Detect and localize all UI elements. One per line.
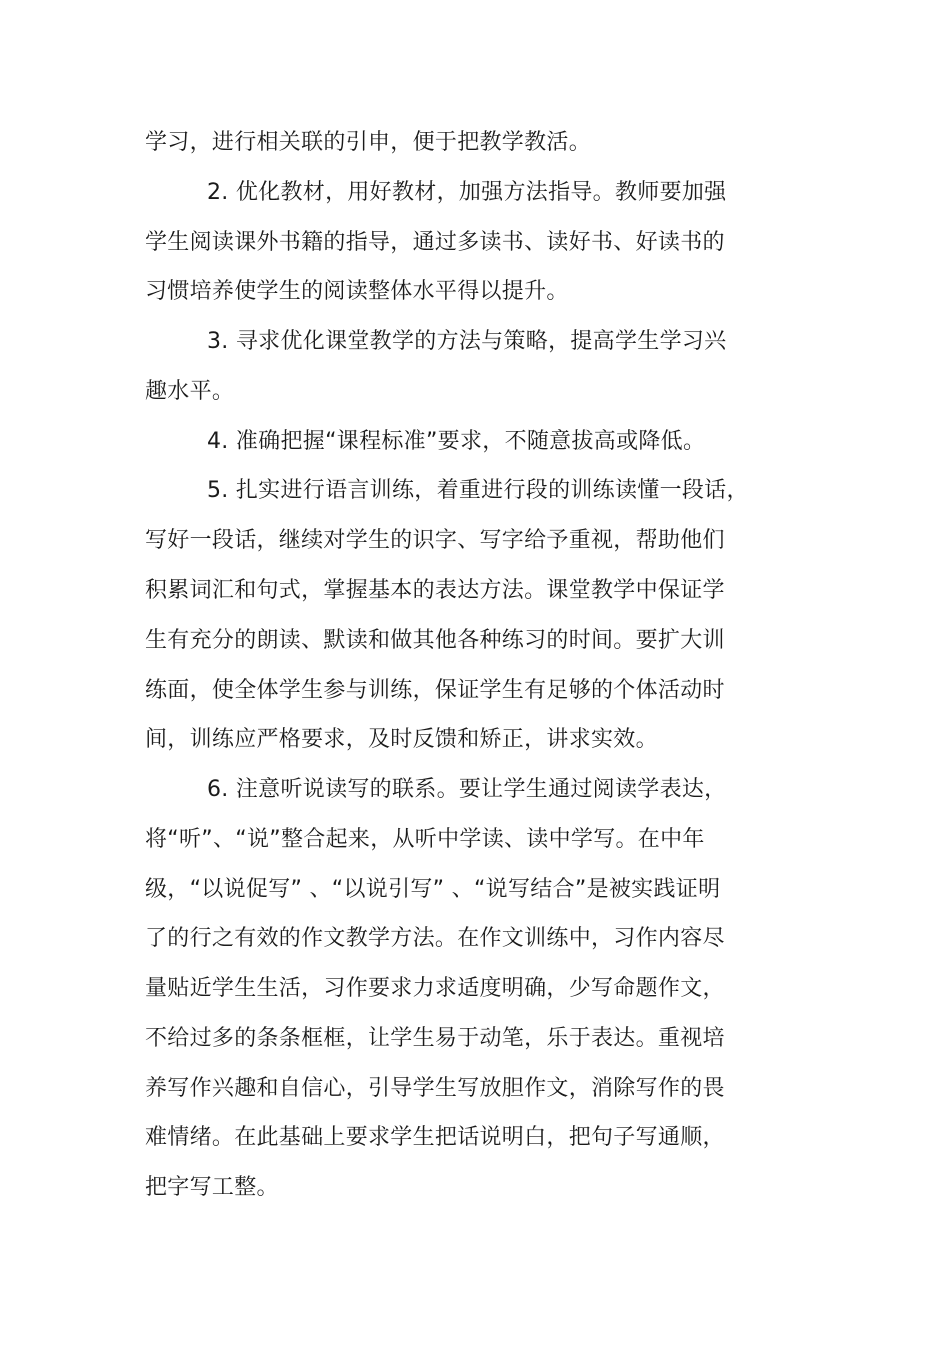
text-line: 积累词汇和句式，掌握基本的表达方法。课堂教学中保证学 xyxy=(145,578,725,603)
text-line: 5. 扎实进行语言训练，着重进行段的训练读懂一段话， xyxy=(207,478,749,503)
text-line: 间，训练应严格要求，及时反馈和矫正，讲求实效。 xyxy=(145,727,658,752)
text-line: 不给过多的条条框框，让学生易于动笔，乐于表达。重视培 xyxy=(145,1026,725,1051)
text-line: 将“听”、“说”整合起来，从听中学读、读中学写。在中年 xyxy=(145,827,705,852)
text-line: 习惯培养使学生的阅读整体水平得以提升。 xyxy=(145,279,569,304)
text-line: 学习，进行相关联的引申，便于把教学教活。 xyxy=(145,130,592,155)
text-line: 4. 准确把握“课程标准”要求，不随意拔高或降低。 xyxy=(207,429,706,454)
text-line: 2. 优化教材，用好教材，加强方法指导。教师要加强 xyxy=(207,180,727,205)
text-line: 量贴近学生生活，习作要求力求适度明确，少写命题作文， xyxy=(145,976,725,1001)
text-line: 了的行之有效的作文教学方法。在作文训练中，习作内容尽 xyxy=(145,926,725,951)
text-line: 生有充分的朗读、默读和做其他各种练习的时间。要扩大训 xyxy=(145,628,725,653)
text-line: 练面，使全体学生参与训练，保证学生有足够的个体活动时 xyxy=(145,678,725,703)
text-line: 6. 注意听说读写的联系。要让学生通过阅读学表达， xyxy=(207,777,727,802)
text-line: 写好一段话，继续对学生的识字、写字给予重视，帮助他们 xyxy=(145,528,725,553)
text-line: 难情绪。在此基础上要求学生把话说明白，把句子写通顺， xyxy=(145,1125,725,1150)
text-line: 趣水平。 xyxy=(145,379,235,404)
text-line: 学生阅读课外书籍的指导，通过多读书、读好书、好读书的 xyxy=(145,230,725,255)
text-line: 把字写工整。 xyxy=(145,1175,279,1200)
text-line: 3. 寻求优化课堂教学的方法与策略，提高学生学习兴 xyxy=(207,329,727,354)
text-line: 养写作兴趣和自信心，引导学生写放胆作文，消除写作的畏 xyxy=(145,1076,725,1101)
text-line: 级，“以说促写” 、“以说引写” 、“说写结合”是被实践证明 xyxy=(145,877,721,902)
